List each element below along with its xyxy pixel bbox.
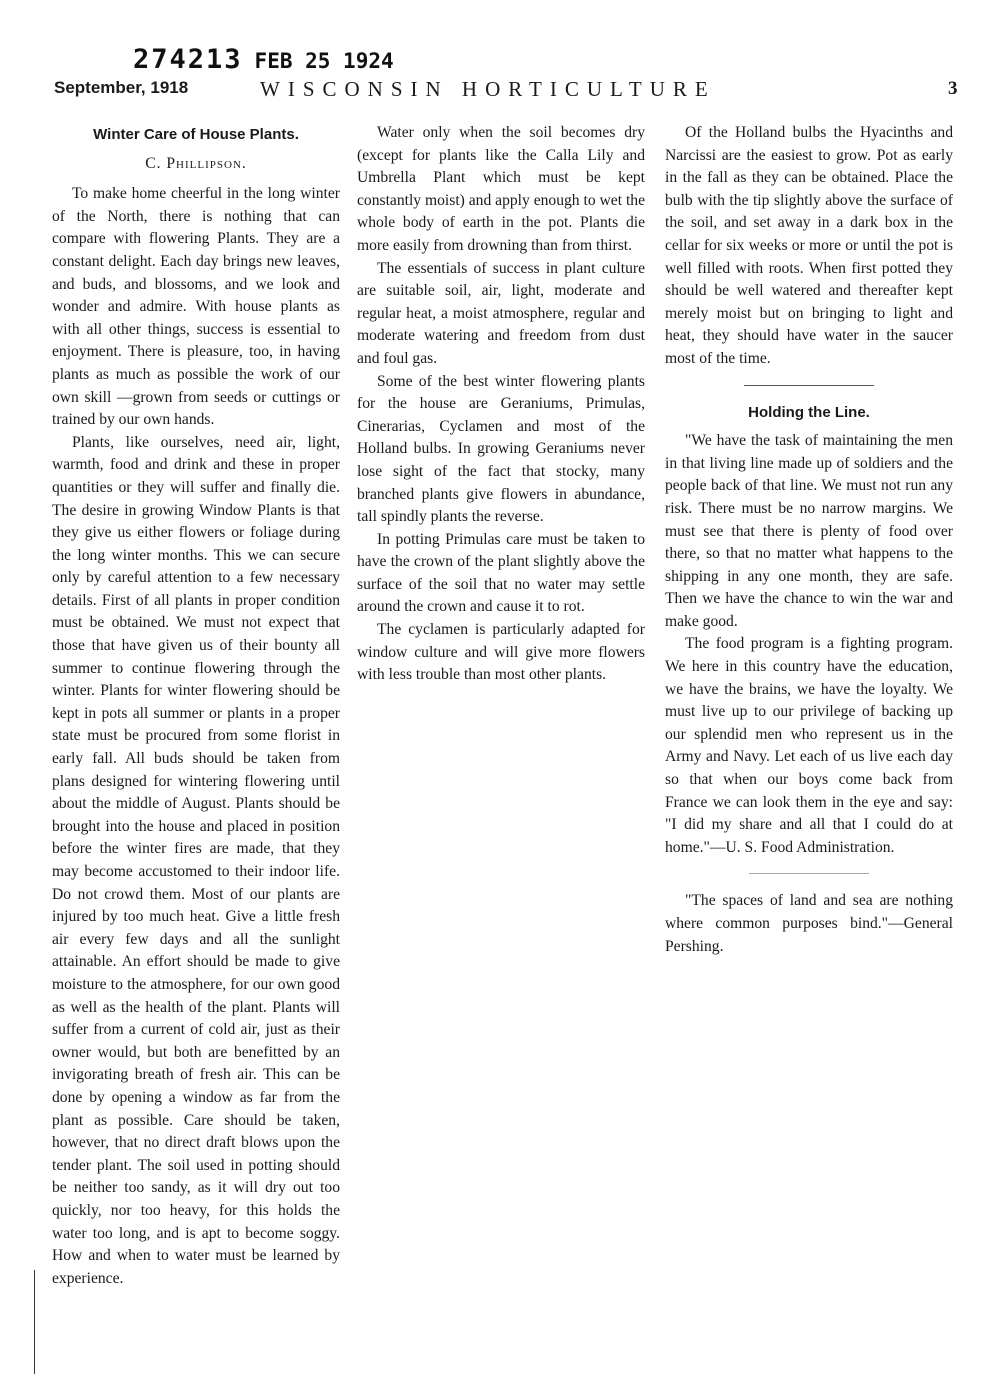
article-paragraph: Of the Holland bulbs the Hyacinths and Narcissi are the easiest to grow. Pot as early in the fall as they can be obtained. Place the bulb with the tip slightly above the surface of the soil, and set away in a dark box in the cellar for six weeks or more or until the pot is well filled with roots. When first potted they should be well watered and thereafter kept merely moist but on bringing to light and heat, they should have water in the saucer most of the time. xyxy=(665,124,953,367)
header-date: September, 1918 xyxy=(54,78,189,97)
article-paragraph: Some of the best winter flowering plants for the house are Geraniums, Primulas, Cinerarias, Cyclamen and most of the Holland bulbs. In growing Geraniums never lose sight of the fact that stocky, many branched plants give flowers in abundance, tall spindly plants the reverse. xyxy=(357,372,645,526)
stamp-number: 274213 xyxy=(133,44,243,75)
article-title: Winter Care of House Plants. xyxy=(93,126,299,143)
section-divider xyxy=(749,873,869,874)
article-paragraph: In potting Primulas care must be taken to have the crown of the plant slightly above the surface of the soil that no water may settle around the crown and cause it to rot. xyxy=(357,530,645,616)
article-paragraph: The cyclamen is particularly adapted for window culture and will give more flowers with less trouble than most other plants. xyxy=(357,621,645,684)
column-3 xyxy=(665,122,953,958)
article-paragraph: To make home cheerful in the long winter of the North, there is nothing that can compare with flowering Plants. They are a constant delight. Each day brings new leaves, and buds, and blossoms, and we look and wonder and admire. With house plants as with all other things, success is essential to enjoyment. There is pleasure, too, in having plants as much as possible the work of our own skill —grown from seeds or cuttings or trained by our own hands. xyxy=(52,185,340,429)
article-paragraph: The food program is a fighting program. We here in this country have the education, we have the brains, we have the loyalty. We must live up to our privilege of backing up our splendid men who represent us in the Army and Navy. Let each of us live each day so that when our boys come back from France we can look them in the eye and say: "I did my share and all that I could do at home."—U. S. Food Administration. xyxy=(665,635,953,856)
article-paragraph: Water only when the soil becomes dry (except for plants like the Calla Lily and Umbrella Plant which must be kept constantly moist) and apply enough to wet the whole body of earth in the pot. Plants die more easily from drowning than from thirst. xyxy=(357,124,645,254)
article-author: C. Phillipson. xyxy=(145,154,247,172)
stamp-date: FEB 25 1924 xyxy=(254,49,394,73)
column-2 xyxy=(357,122,645,687)
journal-title: WISCONSIN HORTICULTURE xyxy=(260,77,716,101)
article-paragraph: The essentials of success in plant culture are suitable soil, air, light, moderate and regular heat, a moist atmosphere, regular and moderate watering and freedom from dust and foul gas. xyxy=(357,259,645,367)
article-paragraph: "We have the task of maintaining the men in that living line made up of soldiers and the people back of that line. We must not run any risk. There must be no narrow margins. We must see that there is plenty of food over there, so that no matter what happens to the shipping in any one month, they are safe. Then we have the chance to win the war and make good. xyxy=(665,432,953,630)
article-paragraph: Plants, like ourselves, need air, light, warmth, food and drink and these in proper quantities or they will suffer and finally die. The desire in growing Window Plants is that they give us either flowers or foliage during the long winter months. This we can secure only by careful attention to a few necessary details. First of all plants in proper condition must be obtained. We must not expect that those that have given us of their bounty all summer to continue flowering through the winter. Plants for winter flowering should be kept in pots all summer or plants in a proper state must be procured from some florist in early fall. All buds should be taken from plans designed for wintering flowering until about the middle of August. Plants should be brought into the house and placed in position before the winter fires are made, that they may become accustomed to their indoor life. Do not crowd them. Most of our plants are injured by too much heat. Give a little fresh air every few days and all the sunlight attainable. An effort should be made to give moisture to the atmosphere, for our own good as well as the health of the plant. Plants will suffer from a current of cold air, just as their owner would, but both are benefitted by an invigorating breath of fresh air. This can be done by opening a window as far from the plant as possible. Care should be taken, however, that no direct draft blows upon the tender plant. The soil used in potting should be neither too sandy, as it will dry out too quickly, nor too heavy, for this holds the water too long, and is apt to become soggy. How and when to water must be learned by experience. xyxy=(52,433,340,1287)
margin-line xyxy=(34,1270,35,1374)
accession-stamp xyxy=(133,44,394,75)
pershing-quote: "The spaces of land and sea are nothing where common purposes bind."—General Pershing. xyxy=(665,892,953,955)
article-title: Holding the Line. xyxy=(748,403,870,421)
section-divider xyxy=(744,385,874,386)
column-1 xyxy=(52,122,340,1290)
page-number: 3 xyxy=(948,78,958,99)
